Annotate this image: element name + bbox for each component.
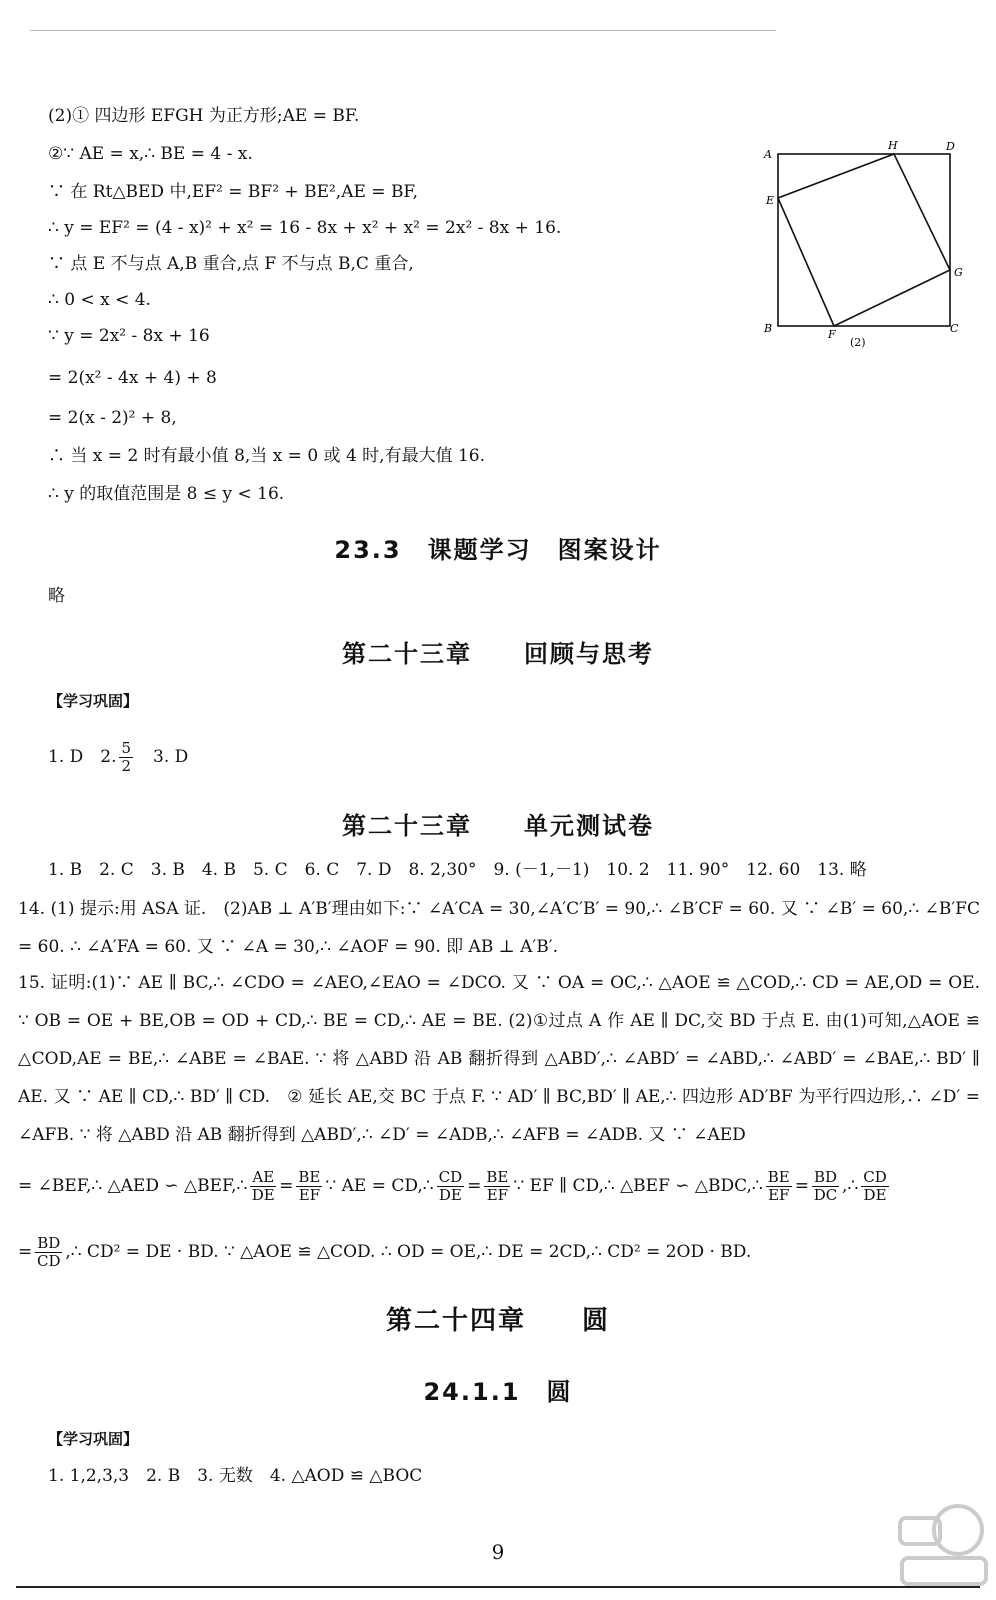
solution-line-7: ∵ y = 2x² - 8x + 16 xyxy=(48,326,210,346)
review-tag: 【学习巩固】 xyxy=(48,692,139,710)
review-answers-post: 3. D xyxy=(136,747,189,767)
frac-be-ef xyxy=(296,1169,322,1204)
frac-den: CD xyxy=(37,1252,61,1270)
q15-b3: ∵ EF ∥ CD,∴ △BEF ∽ △BDC,∴ xyxy=(513,1176,763,1196)
frac-num: BE xyxy=(767,1168,790,1186)
fraction-5-2 xyxy=(119,740,133,775)
section-24-1-1-answers: 1. 1,2,3,3 2. B 3. 无数 4. △AOD ≌ △BOC xyxy=(48,1466,423,1486)
solution-line-5: ∵ 点 E 不与点 A,B 重合,点 F 不与点 B,C 重合, xyxy=(48,254,414,274)
frac-cd-de xyxy=(437,1169,465,1204)
frac-den: DE xyxy=(438,1186,462,1204)
section-24-1-1-title: 24.1.1 圆 xyxy=(423,1378,573,1406)
label-f: F xyxy=(828,328,836,341)
section-23-3-body: 略 xyxy=(48,586,65,606)
frac-bd-cd xyxy=(35,1235,62,1270)
review-answers xyxy=(48,740,188,775)
frac-num: AE xyxy=(252,1168,275,1186)
outer-square xyxy=(778,154,950,326)
frac-num: CD xyxy=(438,1168,463,1186)
question-15-part-a: 15. 证明:(1)∵ AE ∥ BC,∴ ∠CDO = ∠AEO,∠EAO = ∠DCO. 又 ∵ OA = OC,∴ △AOE ≌ △COD,∴ CD = AE,OD = OE. ∵ OB = OE + BE,OB = OD + CD,∴ BE = CD,∴ AE = BE. (2)①过点 A 作 AE ∥ DC,交 BD 于点 E. 由(1)可知,△AOE ≌ △COD,AE = BE,∴ ∠ABE = ∠BAE. ∵ 将 △ABD 沿 AB 翻折得到 △ABD′,∴ ∠ABD′ = ∠ABD,∴ ∠ABD′ = ∠BAE,∴ BD′ ∥ AE. 又 ∵ AE ∥ CD,∴ BD′ ∥ CD. ② 延长 AE,交 BC 于点 F. ∵ AD′ ∥ BC,BD′ ∥ AE,∴ 四边形 AD′BF 为平行四边形,∴ ∠D′ = ∠AFB. ∵ 将 △ABD 沿 AB 翻折得到 △ABD′,∴ ∠D′ = ∠ADB,∴ ∠AFB = ∠ADB. 又 ∵ ∠AED xyxy=(18,973,980,1145)
square-figure xyxy=(760,138,980,358)
question-15-part-c: = $\frac{BD}{CD}$ ,∴ CD² = DE · BD. ∵ △AOE ≌ △COD. ∴ OD = OE,∴ DE = 2CD,∴ CD² = 2OD · BD. xyxy=(18,1234,752,1270)
frac-num: 5 xyxy=(121,739,132,757)
solution-line-3: ∵ 在 Rt△BED 中,EF² = BF² + BE²,AE = BF, xyxy=(48,182,418,202)
label-b: B xyxy=(764,322,773,335)
review-answers-pre: 1. D 2. xyxy=(48,747,117,767)
q15-b1: = ∠BEF,∴ △AED ∽ △BEF,∴ xyxy=(18,1176,248,1196)
inner-square xyxy=(778,154,950,326)
frac-be-ef-2 xyxy=(484,1169,510,1204)
solution-line-10: ∴ 当 x = 2 时有最小值 8,当 x = 0 或 4 时,有最大值 16. xyxy=(48,446,486,466)
frac-ae-de xyxy=(250,1169,276,1204)
section-23-3-title: 23.3 课题学习 图案设计 xyxy=(334,536,662,564)
solution-line-1: (2)① 四边形 EFGH 为正方形;AE = BF. xyxy=(48,106,360,126)
square-diagram xyxy=(760,138,980,358)
frac-den: DE xyxy=(863,1186,887,1204)
unit-test-title: 第二十三章 单元测试卷 xyxy=(342,812,654,840)
frac-den: EF xyxy=(298,1186,321,1204)
section-24-1-1-tag: 【学习巩固】 xyxy=(48,1430,139,1448)
frac-num: CD xyxy=(863,1168,887,1186)
question-14: 14. (1) 提示:用 ASA 证. (2)AB ⊥ A′B′理由如下:∵ ∠A′CA = 30,∠A′C′B′ = 90,∴ ∠B′CF = 60. 又 ∵ ∠B′ = 60,∴ ∠B′FC = 60. ∴ ∠A′FA = 60. 又 ∵ ∠A = 30,∴ ∠AOF = 90. 即 AB ⊥ A′B′. xyxy=(18,899,980,957)
label-d: D xyxy=(946,140,955,153)
frac-den: EF xyxy=(486,1186,509,1204)
unit-test-line-1: 1. B 2. C 3. B 4. B 5. C 6. C 7. D 8. 2,30° 9. (－1,－1) 10. 2 11. 90° 12. 60 13. 略 xyxy=(48,860,867,880)
solution-line-2: ②∵ AE = x,∴ BE = 4 - x. xyxy=(48,144,253,164)
solution-line-11: ∴ y 的取值范围是 8 ≤ y < 16. xyxy=(48,484,285,504)
solution-line-4: ∴ y = EF² = (4 - x)² + x² = 16 - 8x + x² + x² = 2x² - 8x + 16. xyxy=(48,218,562,238)
question-15-part-b: = ∠BEF,∴ △AED ∽ △BEF,∴ $\frac{AE}{DE}$ = $\frac{BE}{EF}$ ∵ AE = CD,∴ $\frac{CD}{DE}$ = $\frac{BE}{EF}$ ∵ EF ∥ CD,∴ △BEF ∽ △BDC,∴ $\frac{BE}{EF}$ = $\frac{BD}{DC}$ ,∴ $\frac{CD}{DE}$ xyxy=(18,1168,887,1204)
figure-caption: (2) xyxy=(850,336,866,349)
solution-line-9: = 2(x - 2)² + 8, xyxy=(48,408,177,428)
watermark-band xyxy=(902,1558,986,1584)
label-h: H xyxy=(888,139,898,152)
q15-c: ,∴ CD² = DE · BD. ∵ △AOE ≌ △COD. ∴ OD = OE,∴ DE = 2CD,∴ CD² = 2OD · BD. xyxy=(65,1242,752,1262)
frac-den: DC xyxy=(813,1186,838,1204)
review-title: 第二十三章 回顾与思考 xyxy=(342,640,654,668)
bottom-rule xyxy=(16,1586,980,1588)
frac-cd-de-2 xyxy=(861,1169,889,1204)
frac-num: BD xyxy=(37,1234,61,1252)
label-e: E xyxy=(766,194,775,207)
frac-num: BE xyxy=(486,1168,509,1186)
label-a: A xyxy=(764,148,772,161)
label-c: C xyxy=(950,322,959,335)
frac-den: DE xyxy=(251,1186,275,1204)
top-rule xyxy=(30,30,776,31)
watermark-stamp xyxy=(896,1500,990,1590)
solution-line-6: ∴ 0 < x < 4. xyxy=(48,290,151,310)
label-g: G xyxy=(954,266,963,279)
frac-den: 2 xyxy=(121,757,132,775)
q15-b2: ∵ AE = CD,∴ xyxy=(325,1176,434,1196)
frac-num: BE xyxy=(298,1168,321,1186)
frac-den: EF xyxy=(768,1186,790,1204)
chapter-24-title: 第二十四章 圆 xyxy=(385,1306,610,1336)
frac-num: BD xyxy=(813,1168,838,1186)
solution-line-8: = 2(x² - 4x + 4) + 8 xyxy=(48,368,217,388)
page-number: 9 xyxy=(491,1540,505,1564)
frac-bd-dc xyxy=(812,1169,839,1204)
frac-be-ef-3 xyxy=(766,1169,792,1204)
